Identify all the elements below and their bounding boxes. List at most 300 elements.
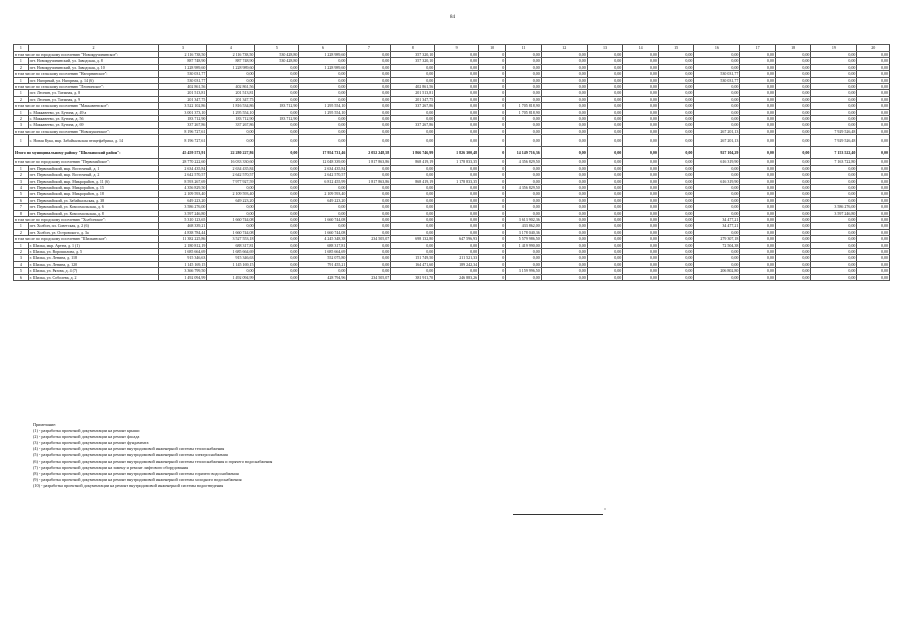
cell-value: 1 685 664,69 <box>159 248 207 254</box>
cell-value: 0,00 <box>623 210 659 216</box>
signature-mark: " <box>604 509 607 514</box>
cell-value: 0,00 <box>255 274 299 280</box>
row-address: пгт. Первомайский, ул. Комсомольская, д. 8 <box>28 210 159 216</box>
cell-value: 0,00 <box>299 77 347 83</box>
row-label: в том числе по городскому поселению "Шилкинское": <box>14 236 159 242</box>
cell-value: 0,00 <box>347 184 391 190</box>
cell-value: 1 660 744,08 <box>299 229 347 235</box>
cell-value: 0,00 <box>811 216 857 222</box>
cell-value: 0,00 <box>435 58 479 64</box>
note-line: (5) - разработка проектной документации на ремонт внутридомовой инженерной системы электроснабжения <box>33 452 228 458</box>
cell-value: 0,00 <box>207 268 255 274</box>
row-index: 7 <box>14 204 29 210</box>
cell-value: 0,00 <box>658 77 694 83</box>
cell-value: 0,00 <box>811 52 857 58</box>
table-row-address <box>14 274 890 280</box>
cell-value: 0,00 <box>435 96 479 102</box>
cell-value: 0,00 <box>207 184 255 190</box>
cell-value: 0,00 <box>587 229 623 235</box>
cell-value: 0,00 <box>587 255 623 261</box>
column-number: 11 <box>506 45 542 52</box>
cell-value: 616 319,90 <box>694 159 740 165</box>
cell-value: 0 <box>479 191 506 197</box>
cell-value: 0,00 <box>506 274 542 280</box>
cell-value: 0,00 <box>658 229 694 235</box>
cell-value: 0,00 <box>740 236 776 242</box>
cell-value: 234 505,07 <box>347 236 391 242</box>
cell-value: 0,00 <box>658 236 694 242</box>
cell-value: 0,00 <box>658 103 694 109</box>
notes-list <box>33 428 633 489</box>
cell-value: 0,00 <box>587 268 623 274</box>
cell-value: 0,00 <box>541 229 587 235</box>
table-row-address <box>14 135 890 147</box>
cell-value: 0,00 <box>658 223 694 229</box>
row-address: пгт. Холбон, ул. Островского, д. 3а <box>28 229 159 235</box>
cell-value: 0,00 <box>658 184 694 190</box>
cell-value: 183 712,90 <box>159 116 207 122</box>
cell-value: 0,00 <box>740 77 776 83</box>
row-address: пгт. Первомайский, мкр. Восточный, д. 1 <box>28 165 159 171</box>
cell-value: 0,00 <box>391 109 435 115</box>
cell-value: 0,00 <box>857 236 890 242</box>
cell-value: 201 513,81 <box>391 90 435 96</box>
cell-value: 1 817 863,86 <box>347 178 391 184</box>
cell-value: 0,00 <box>623 58 659 64</box>
cell-value: 868 419,19 <box>391 159 435 165</box>
cell-value: 0,00 <box>347 58 391 64</box>
cell-value: 688 317,81 <box>299 242 347 248</box>
cell-value: 0,00 <box>740 159 776 165</box>
cell-value: 0,00 <box>658 135 694 147</box>
cell-value: 0,00 <box>587 96 623 102</box>
cell-value: 0,00 <box>694 184 740 190</box>
cell-value: 0,00 <box>857 58 890 64</box>
cell-value: 0,00 <box>775 96 811 102</box>
row-address: пгт. Холбон, пл. Советская, д. 2 (6) <box>28 223 159 229</box>
cell-value: 0,00 <box>658 242 694 248</box>
cell-value: 0,00 <box>587 135 623 147</box>
cell-value: 0,00 <box>255 96 299 102</box>
cell-value: 337 267,86 <box>391 122 435 128</box>
cell-value: 0,00 <box>811 122 857 128</box>
row-address: пгт. Первомайский, мкр. Микрорайон, д. 18 <box>28 191 159 197</box>
cell-value: 0,00 <box>775 223 811 229</box>
row-address: г. Шилка, мкр. Артем, д. 1 (1) <box>28 242 159 248</box>
cell-value: 0,00 <box>740 135 776 147</box>
cell-value: 3 613 902,36 <box>506 216 542 222</box>
cell-value: 0,00 <box>775 242 811 248</box>
column-number: 6 <box>299 45 347 52</box>
cell-value: 0,00 <box>347 71 391 77</box>
cell-value: 0,00 <box>255 229 299 235</box>
cell-value: 0,00 <box>775 147 811 159</box>
cell-value: 0,00 <box>775 216 811 222</box>
column-number: 15 <box>658 45 694 52</box>
cell-value: 337 267,86 <box>159 122 207 128</box>
cell-value: 0,00 <box>775 103 811 109</box>
cell-value: 0,00 <box>658 58 694 64</box>
cell-value: 0,00 <box>391 77 435 83</box>
cell-value: 0,00 <box>255 255 299 261</box>
cell-value: 0,00 <box>857 197 890 203</box>
row-index: 6 <box>14 197 29 203</box>
row-index: 6 <box>14 274 29 280</box>
column-number: 10 <box>479 45 506 52</box>
cell-value: 0,00 <box>299 122 347 128</box>
cell-value: 0,00 <box>623 223 659 229</box>
cell-value: 1 826 300,48 <box>435 147 479 159</box>
cell-value: 0 <box>479 64 506 70</box>
cell-value: 0,00 <box>506 135 542 147</box>
cell-value: 5 579 986,50 <box>506 236 542 242</box>
column-number-row <box>14 45 890 52</box>
cell-value: 2 116 738,50 <box>207 52 255 58</box>
cell-value: 0,00 <box>658 90 694 96</box>
cell-value: 0,00 <box>775 165 811 171</box>
cell-value: 4 356 829,50 <box>506 159 542 165</box>
cell-value: 0,00 <box>391 204 435 210</box>
cell-value: 0,00 <box>435 103 479 109</box>
cell-value: 0,00 <box>694 58 740 64</box>
cell-value: 0,00 <box>623 204 659 210</box>
cell-value: 0,00 <box>694 96 740 102</box>
row-label: в том числе по сельскому поселению "Новокукинское": <box>14 128 159 134</box>
cell-value: 0,00 <box>658 216 694 222</box>
cell-value: 0,00 <box>391 116 435 122</box>
cell-value: 1 705 818,90 <box>506 109 542 115</box>
cell-value: 0,00 <box>541 165 587 171</box>
cell-value: 0,00 <box>435 135 479 147</box>
cell-value: 0,00 <box>541 204 587 210</box>
cell-value: 0 <box>479 84 506 90</box>
cell-value: 0,00 <box>255 210 299 216</box>
cell-value: 0,00 <box>347 103 391 109</box>
cell-value: 0,00 <box>811 178 857 184</box>
cell-value: 649 223,20 <box>299 197 347 203</box>
cell-value: 0,00 <box>623 96 659 102</box>
cell-value: 0 <box>479 197 506 203</box>
cell-value: 14 149 716,36 <box>506 147 542 159</box>
cell-value: 0,00 <box>857 90 890 96</box>
cell-value: 0,00 <box>255 159 299 165</box>
cell-value: 0,00 <box>811 109 857 115</box>
cell-value: 0,00 <box>391 71 435 77</box>
cell-value: 4 356 829,50 <box>159 184 207 190</box>
cell-value: 0,00 <box>775 109 811 115</box>
cell-value: 0,00 <box>694 109 740 115</box>
cell-value: 0,00 <box>658 191 694 197</box>
cell-value: 5 310 123,65 <box>159 216 207 222</box>
cell-value: 0,00 <box>658 84 694 90</box>
cell-value: 433 862,00 <box>506 223 542 229</box>
row-index: 1 <box>14 90 29 96</box>
cell-value: 0,00 <box>435 122 479 128</box>
cell-value: 0,00 <box>811 223 857 229</box>
cell-value: 0 <box>479 255 506 261</box>
cell-value: 0,00 <box>775 191 811 197</box>
cell-value: 0,00 <box>857 184 890 190</box>
row-index: 1 <box>14 109 29 115</box>
cell-value: 0,00 <box>857 147 890 159</box>
cell-value: 0,00 <box>740 204 776 210</box>
cell-value: 791 455,21 <box>299 261 347 267</box>
cell-value: 0,00 <box>775 204 811 210</box>
cell-value: 0,00 <box>435 204 479 210</box>
cell-value: 0,00 <box>541 71 587 77</box>
cell-value: 0,00 <box>775 184 811 190</box>
cell-value: 1 295 554,10 <box>299 103 347 109</box>
cell-value: 0,00 <box>857 274 890 280</box>
cell-value: 2 642 570,57 <box>207 172 255 178</box>
cell-value: 0,00 <box>857 178 890 184</box>
cell-value: 0,00 <box>775 122 811 128</box>
cell-value: 0,00 <box>694 197 740 203</box>
cell-value: 0,00 <box>857 109 890 115</box>
cell-value: 0,00 <box>811 229 857 235</box>
cell-value: 0,00 <box>347 229 391 235</box>
column-number: 17 <box>740 45 776 52</box>
cell-value: 0,00 <box>857 77 890 83</box>
cell-value: 402 861,56 <box>391 84 435 90</box>
cell-value: 0,00 <box>811 96 857 102</box>
cell-value: 0,00 <box>541 274 587 280</box>
cell-value: 0,00 <box>623 122 659 128</box>
cell-value: 0,00 <box>740 147 776 159</box>
cell-value: 2 109 593,40 <box>207 191 255 197</box>
cell-value: 0,00 <box>541 172 587 178</box>
cell-value: 0,00 <box>347 210 391 216</box>
cell-value: 0,00 <box>694 274 740 280</box>
cell-value: 0,00 <box>740 242 776 248</box>
row-address: пгт. Новокручининский, ул. Заводская, д. 10 <box>28 64 159 70</box>
cell-value: 4 245 348,38 <box>299 236 347 242</box>
cell-value: 0 <box>479 58 506 64</box>
cell-value: 0,00 <box>587 216 623 222</box>
cell-value: 0,00 <box>255 135 299 147</box>
cell-value: 0,00 <box>255 261 299 267</box>
cell-value: 0,00 <box>541 58 587 64</box>
cell-value: 0,00 <box>587 261 623 267</box>
cell-value: 0,00 <box>623 71 659 77</box>
cell-value: 0,00 <box>740 178 776 184</box>
cell-value: 0,00 <box>587 116 623 122</box>
cell-value: 0,00 <box>658 268 694 274</box>
cell-value: 0,00 <box>658 52 694 58</box>
cell-value: 0,00 <box>811 165 857 171</box>
cell-value: 0,00 <box>587 147 623 159</box>
column-number: 9 <box>435 45 479 52</box>
cell-value: 34 477,21 <box>694 223 740 229</box>
cell-value: 0,00 <box>435 223 479 229</box>
row-index: 3 <box>14 255 29 261</box>
cell-value: 357 320,10 <box>391 58 435 64</box>
cell-value: 0,00 <box>658 159 694 165</box>
cell-value: 3 178 040,36 <box>506 229 542 235</box>
row-address: пст. Леонин, ул. Таежная, д. 8 <box>28 90 159 96</box>
cell-value: 0,00 <box>391 223 435 229</box>
cell-value: 267 201,13 <box>694 128 740 134</box>
cell-value: 0,00 <box>857 116 890 122</box>
cell-value: 468 339,21 <box>159 223 207 229</box>
cell-value: 0,00 <box>541 159 587 165</box>
cell-value: 2 634 435,84 <box>159 165 207 171</box>
cell-value: 1 660 744,08 <box>207 216 255 222</box>
cell-value: 0,00 <box>587 109 623 115</box>
cell-value: 0,00 <box>506 204 542 210</box>
cell-value: 0,00 <box>623 184 659 190</box>
cell-value: 0,00 <box>506 116 542 122</box>
cell-value: 17 954 731,46 <box>299 147 347 159</box>
cell-value: 0,00 <box>541 236 587 242</box>
cell-value: 0,00 <box>587 84 623 90</box>
cell-value: 0,00 <box>694 64 740 70</box>
cell-value: 0,00 <box>775 159 811 165</box>
cell-value: 0,00 <box>391 165 435 171</box>
cell-value: 0,00 <box>435 184 479 190</box>
cell-value: 0,00 <box>541 255 587 261</box>
cell-value: 1 660 744,08 <box>207 229 255 235</box>
cell-value: 0,00 <box>587 172 623 178</box>
cell-value: 0 <box>479 210 506 216</box>
cell-value: 0,00 <box>694 90 740 96</box>
cell-value: 12 048 339,00 <box>299 159 347 165</box>
cell-value: 0,00 <box>541 191 587 197</box>
row-address: пст. Нагорный, ул. Нагорная, д. 14 (6) <box>28 77 159 83</box>
cell-value: 0,00 <box>435 109 479 115</box>
cell-value: 0,00 <box>658 178 694 184</box>
cell-value: 0,00 <box>299 96 347 102</box>
cell-value: 0,00 <box>347 242 391 248</box>
cell-value: 927 104,29 <box>694 147 740 159</box>
row-address: г. Шилка, ул. Ленина, д. 120 <box>28 261 159 267</box>
cell-value: 0,00 <box>658 122 694 128</box>
cell-value: 0,00 <box>775 77 811 83</box>
cell-value: 530 031,77 <box>159 77 207 83</box>
cell-value: 0,00 <box>623 274 659 280</box>
cell-value: 0 <box>479 96 506 102</box>
cell-value: 0,00 <box>658 64 694 70</box>
cell-value: 0,00 <box>775 268 811 274</box>
cell-value: 7 977 927,59 <box>207 178 255 184</box>
cell-value: 0,00 <box>347 268 391 274</box>
cell-value: 887 748,90 <box>207 58 255 64</box>
cell-value: 0,00 <box>391 135 435 147</box>
cell-value: 0,00 <box>740 210 776 216</box>
cell-value: 0,00 <box>435 191 479 197</box>
row-address: с. Маккавеево, ул. Бутина, д. 49 а <box>28 109 159 115</box>
cell-value: 0,00 <box>857 103 890 109</box>
cell-value: 0,00 <box>299 84 347 90</box>
cell-value: 0,00 <box>347 52 391 58</box>
cell-value: 0,00 <box>435 216 479 222</box>
cell-value: 0,00 <box>740 103 776 109</box>
notes-title: Примечание: <box>33 422 57 427</box>
column-number: 19 <box>811 45 857 52</box>
cell-value: 0,00 <box>347 64 391 70</box>
cell-value: 0,00 <box>255 216 299 222</box>
cell-value: 1 817 863,86 <box>347 159 391 165</box>
cell-value: 0,00 <box>775 52 811 58</box>
cell-value: 0,00 <box>541 147 587 159</box>
row-address: пгт. Новокручининский, ул. Заводская, д. 8 <box>28 58 159 64</box>
cell-value: 0,00 <box>658 248 694 254</box>
cell-value: 0,00 <box>775 90 811 96</box>
column-number: 3 <box>159 45 207 52</box>
cell-value: 0,00 <box>347 204 391 210</box>
row-address: с. Новая Кука, мкр. Забайкальская птицефабрика, д. 14 <box>28 135 159 147</box>
cell-value: 0,00 <box>347 96 391 102</box>
cell-value: 0 <box>479 135 506 147</box>
cell-value: 0,00 <box>623 77 659 83</box>
cell-value: 0 <box>479 122 506 128</box>
cell-value: 0,00 <box>857 204 890 210</box>
row-address: пгт. Первомайский, мкр. Микрорайон, д. 15 <box>28 184 159 190</box>
cell-value: 7 163 722,80 <box>811 159 857 165</box>
cell-value: 34 477,21 <box>694 216 740 222</box>
cell-value: 0 <box>479 172 506 178</box>
cell-value: 0 <box>479 268 506 274</box>
cell-value: 530 428,80 <box>255 52 299 58</box>
note-line: (9) - разработка проектной документации на ремонт внутридомовой инженерной системы холодного водоснабжения <box>33 476 242 482</box>
cell-value: 0,00 <box>658 71 694 77</box>
cell-value: 183 712,90 <box>255 116 299 122</box>
cell-value: 0,00 <box>506 58 542 64</box>
column-number: 4 <box>207 45 255 52</box>
cell-value: 0,00 <box>391 242 435 248</box>
cell-value: 0,00 <box>658 274 694 280</box>
row-index: 2 <box>14 96 29 102</box>
cell-value: 0 <box>479 90 506 96</box>
cell-value: 0,00 <box>658 261 694 267</box>
column-number: 13 <box>587 45 623 52</box>
cell-value: 0,00 <box>623 268 659 274</box>
row-index: 3 <box>14 122 29 128</box>
cell-value: 402 861,56 <box>159 84 207 90</box>
cell-value: 0,00 <box>587 64 623 70</box>
cell-value: 1 660 744,08 <box>299 216 347 222</box>
cell-value: 0,00 <box>255 165 299 171</box>
cell-value: 0,00 <box>857 165 890 171</box>
cell-value: 0,00 <box>775 210 811 216</box>
cell-value: 2 634 435,84 <box>207 165 255 171</box>
cell-value: 0,00 <box>541 210 587 216</box>
cell-value: 0,00 <box>299 204 347 210</box>
cell-value: 0,00 <box>255 147 299 159</box>
cell-value: 0 <box>479 178 506 184</box>
cell-value: 0,00 <box>506 165 542 171</box>
cell-value: 0,00 <box>811 255 857 261</box>
cell-value: 0 <box>479 103 506 109</box>
cell-value: 0,00 <box>506 261 542 267</box>
cell-value: 0,00 <box>775 64 811 70</box>
cell-value: 0 <box>479 274 506 280</box>
cell-value: 0,00 <box>506 191 542 197</box>
cell-value: 0,00 <box>541 248 587 254</box>
cell-value: 0,00 <box>811 274 857 280</box>
cell-value: 0,00 <box>506 77 542 83</box>
cell-value: 0,00 <box>623 191 659 197</box>
cell-value: 0,00 <box>391 191 435 197</box>
cell-value: 0,00 <box>347 84 391 90</box>
cell-value: 164 471,60 <box>391 261 435 267</box>
cell-value: 0,00 <box>255 223 299 229</box>
cell-value: 0,00 <box>435 210 479 216</box>
cell-value: 0,00 <box>255 109 299 115</box>
cell-value: 206 802,80 <box>694 268 740 274</box>
cell-value: 0,00 <box>740 261 776 267</box>
cell-value: 0,00 <box>255 172 299 178</box>
